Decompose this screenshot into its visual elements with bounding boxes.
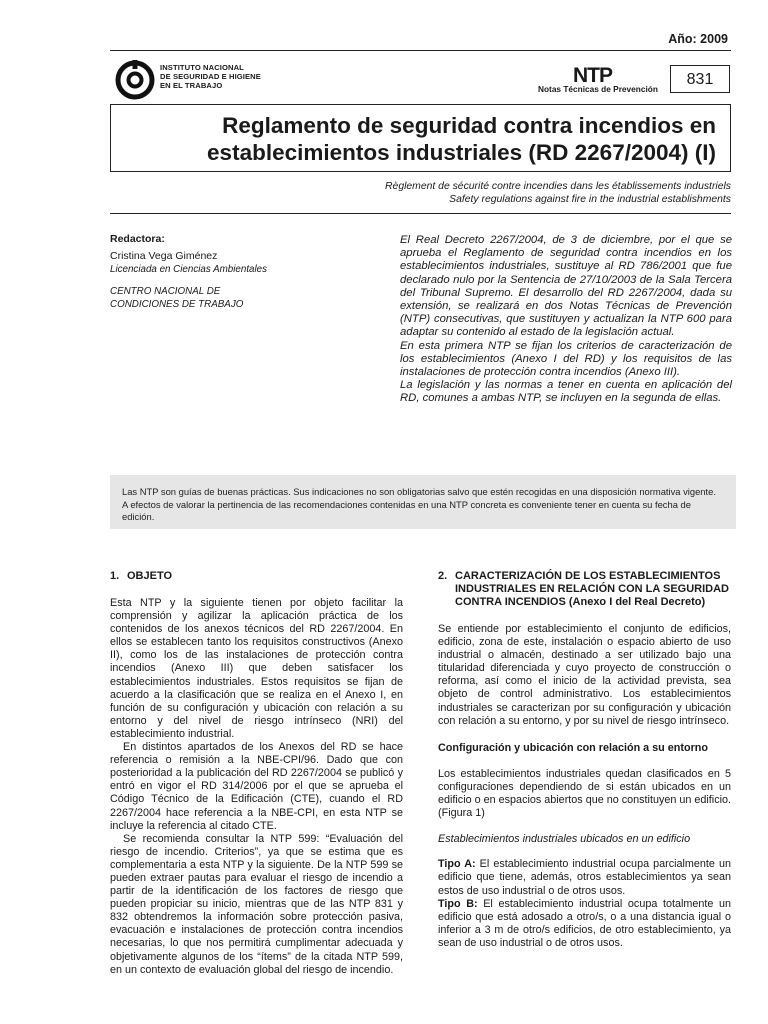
tipo-b-label: Tipo B: <box>438 897 478 910</box>
title-line: Reglamento de seguridad contra incendios en <box>222 113 716 138</box>
author-degree: Licenciada en Ciencias Ambientales <box>110 264 268 275</box>
abstract-paragraph: La legislación y las normas a tener en cuenta en aplicación del RD, comunes a ambas NTP, se incluyen en la segunda de ellas. <box>400 379 732 405</box>
body-paragraph: Se entiende por establecimiento el conjunto de edificios, edificio, zona de este, instalación o espacio abierto de uso industrial o almacén, destinado a ser utilizado bajo una titularidad diferenciada y cuyo proyecto de construcción o reforma, así como el inicio de la actividad prevista, sea objeto de control administrativo. Los establecimientos industriales se caracterizan por su configuración y ubicación con relación a su entorno, y por su nivel de riesgo intrínseco. <box>438 623 731 727</box>
ntp-logo: NTP <box>573 64 612 87</box>
year-label: Año: 2009 <box>668 32 728 46</box>
author-label: Redactora: <box>110 233 165 245</box>
abstract-paragraph: El Real Decreto 2267/2004, de 3 de diciembre, por el que se aprueba el Reglamento de seguridad contra incendios en los establecimientos industriales, sustituye al RD 786/2001 que fue declarado nulo por la Sentencia de 27/10/2003 de la Sala Tercera del Tribunal Supremo. El desarrollo del RD 2267/2004, dada su extensión, se realizará en dos Notas Técnicas de Prevención (NTP) consecutivas, que sustituyen y actualizan la NTP 600 para adaptar su contenido al estado de la legislación actual. <box>400 234 732 339</box>
ntp-label: Notas Técnicas de Prevención <box>538 84 658 94</box>
header-rule <box>110 50 731 51</box>
title-line: establecimientos industriales (RD 2267/2004) (I) <box>207 140 716 165</box>
subsection-italic-heading: Establecimientos industriales ubicados en un edificio <box>438 833 691 846</box>
author-name: Cristina Vega Giménez <box>110 250 218 262</box>
subtitle-english: Safety regulations against fire in the industrial establishments <box>449 193 731 205</box>
institute-line: EN EL TRABAJO <box>160 81 223 90</box>
page-title <box>207 112 716 166</box>
section-objeto <box>110 570 403 977</box>
section-number: 2. <box>438 570 448 582</box>
disclaimer-box: Las NTP son guías de buenas prácticas. Sus indicaciones no son obligatorias salvo que estén recogidas en una disposición normativa vigente. A efectos de valorar la pertinencia de las recomendaciones contenidas en una NTP concreta es conveniente tener en cuenta su fecha de edición. <box>110 475 736 529</box>
section-heading <box>438 570 731 609</box>
institute-line: INSTITUTO NACIONAL <box>160 63 244 72</box>
section-title: CARACTERIZACIÓN DE LOS ESTABLECIMIENTOS INDUSTRIALES EN RELACIÓN CON LA SEGURIDAD CONTRA INCENDIOS (Anexo I del Real Decreto) <box>455 570 729 608</box>
ntp-number: 831 <box>670 65 730 93</box>
tipo-b-text: El establecimiento industrial ocupa totalmente un edificio que está adosado a otro/s, o a una distancia igual o inferior a 3 m de otro/s edificios, de otro establecimiento, ya sean de uso industrial o de otros usos. <box>438 897 732 949</box>
institute-line: DE SEGURIDAD E HIGIENE <box>160 72 261 81</box>
subtitle-french: Règlement de sécurité contre incendies dans les établissements industriels <box>385 181 731 192</box>
tipo-a-paragraph <box>438 858 731 897</box>
body-paragraph: Los establecimientos industriales quedan clasificados en 5 configuraciones dependiendo de si están ubicados en un edificio o en espacios abiertos que no constituyen un edificio. (Figura 1) <box>438 767 731 820</box>
centre-line: CENTRO NACIONAL DE <box>110 286 221 297</box>
section-caracterizacion <box>438 570 731 950</box>
translated-titles <box>385 181 731 206</box>
tipo-a-label: Tipo A: <box>438 858 476 871</box>
institute-logo <box>115 60 265 100</box>
institute-name <box>160 63 261 90</box>
subsection-heading: Configuración y ubicación con relación a su entorno <box>438 741 708 754</box>
section-number: 1. <box>110 570 120 582</box>
author-centre <box>110 285 380 311</box>
section-title: OBJETO <box>127 570 173 582</box>
body-paragraph: En distintos apartados de los Anexos del RD se hace referencia o remisión a la NBE-CPI/96. Dado que con posterioridad a la publicación del RD 2267/2004 se publicó y entró en vigor el RD 314/2006 por el que se aprueba el Código Técnico de la Edificación (CTE), cuando el RD 2267/2004 hace referencia a la NBE-CPI, en esta NTP se incluye la referencia al citado CTE. <box>110 741 403 832</box>
body-paragraph: Esta NTP y la siguiente tienen por objeto facilitar la comprensión y agilizar la aplicación práctica de los contenidos de los anexos técnicos del RD 2267/2004. En ellos se establecen tanto los requisitos constructivos (Anexo II), como los de las instalaciones de protección contra incendios (Anexo III) que deben satisfacer los establecimientos industriales. Estos requisitos se fijan de acuerdo a la clasificación que se realiza en el Anexo I, en función de su configuración y ubicación con relación a su entorno y del nivel de riesgo intrínseco (NRI) del establecimiento industrial. <box>110 597 403 740</box>
tipo-a-text: El establecimiento industrial ocupa parcialmente un edificio que tiene, además, otros establecimientos ya sean estos de uso industrial o de otros usos. <box>438 858 731 897</box>
author-info <box>110 233 380 311</box>
centre-line: CONDICIONES DE TRABAJO <box>110 299 244 310</box>
title-rule <box>110 213 731 214</box>
insht-logo-icon <box>115 60 157 100</box>
section-heading <box>110 570 403 583</box>
abstract-paragraph: En esta primera NTP se fijan los criterios de caracterización de los establecimientos (Anexo I del RD) y los requisitos de las instalaciones de protección contra incendios (Anexo III). <box>400 339 732 379</box>
tipo-b-paragraph <box>438 898 731 950</box>
body-paragraph: Se recomienda consultar la NTP 599: “Evaluación del riesgo de incendio. Criterios”, ya que se estima que es complementaria a esta NTP y la siguiente. De la NTP 599 se pueden extraer pautas para evaluar el riesgo de incendio a partir de la identificación de los factores de riesgo que pueden propiciar su inicio, mientras que de las NTP 831 y 832 obtendremos la información sobre protección pasiva, evacuación e instalaciones de protección contra incendios necesarias, lo que nos permitirá cumplimentar adecuada y objetivamente algunos de los “ítems” de la citada NTP 599, en un contexto de evaluación global del riesgo de incendio. <box>110 832 403 976</box>
abstract <box>400 234 732 406</box>
title-box <box>110 104 731 172</box>
